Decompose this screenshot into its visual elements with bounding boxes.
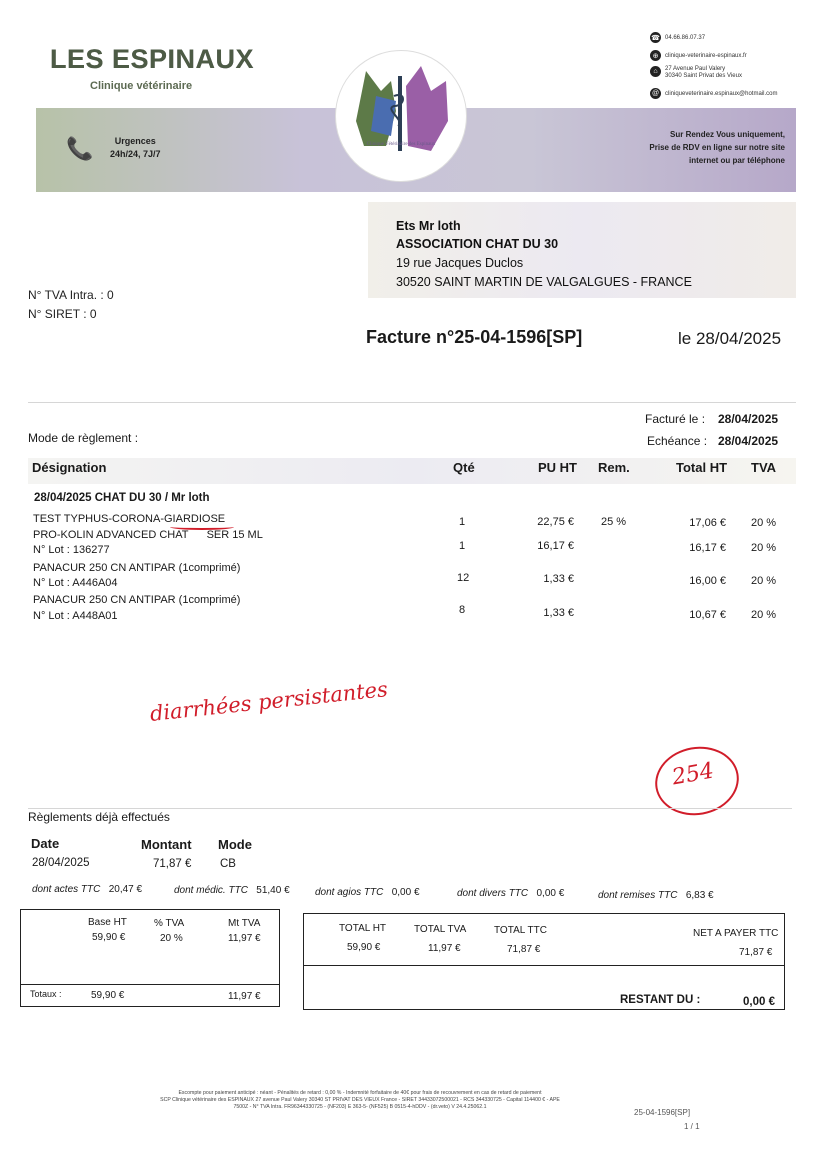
breakdown-actes [32, 884, 142, 895]
totals-ttc: 71,87 € [507, 944, 541, 955]
row3-total: 16,00 € [689, 575, 726, 587]
footer-legal [100, 1090, 620, 1111]
website-text: clinique-veterinaire-espinaux.fr [665, 52, 747, 59]
row3-designation: PANACUR 250 CN ANTIPAR (1comprimé) [33, 562, 241, 574]
breakdown-value: 20,47 € [108, 884, 143, 895]
row2-designation: PRO-KOLIN ADVANCED CHAT SER 15 ML [33, 529, 263, 541]
contact-phone [650, 32, 705, 43]
row3-qte: 12 [457, 572, 470, 584]
breakdown-label: dont divers TTC [457, 888, 529, 899]
row2-tva: 20 % [751, 542, 777, 554]
group-label: 28/04/2025 CHAT DU 30 / Mr loth [34, 492, 210, 504]
row2-total: 16,17 € [689, 542, 726, 554]
vat-h-mt: Mt TVA [228, 918, 261, 929]
recipient-line3: 19 rue Jacques Duclos [396, 256, 524, 270]
vat-box-rule [20, 984, 280, 985]
footer-line2: SCP Clinique vétérinaire des ESPINAUX 27 avenue Paul Valery 30340 ST PRIVAT DES VIEUX France - SIRET 34433072500021 - RCS 344330725 - Capital 114400 € - APE [160, 1097, 560, 1103]
footer-line3: 7500Z - N° TVA Intra. FR96344330725 - (NF203) E 363-5- (NF525) B 0515-4-hDDV - (dr.veto) V 24.4.25062.1 [233, 1104, 487, 1110]
row3-tva: 20 % [751, 575, 777, 587]
breakdown-value: 6,83 € [685, 890, 714, 901]
rdv-line2: Prise de RDV en ligne sur notre site [649, 143, 785, 152]
footer-ref: 25-04-1596[SP] [634, 1108, 691, 1117]
clinic-logo [335, 50, 467, 182]
siret: N° SIRET : 0 [28, 307, 97, 321]
location-icon: ⌂ [650, 66, 661, 77]
row3-lot: N° Lot : A446A04 [33, 577, 118, 589]
col-rem: Rem. [598, 460, 630, 475]
invoice-title: Facture n°25-04-1596[SP] [366, 327, 583, 347]
divider [28, 808, 792, 809]
red-underline [170, 524, 234, 530]
row1-rem: 25 % [601, 516, 627, 528]
totals-net: 71,87 € [739, 947, 773, 958]
row1-designation: TEST TYPHUS-CORONA-GIARDIOSE [33, 513, 226, 525]
rdv-line3: internet ou par téléphone [688, 156, 785, 165]
vat-totaux-base: 59,90 € [91, 990, 125, 1001]
recipient-line4: 30520 SAINT MARTIN DE VALGALGUES - FRANCE [396, 275, 692, 289]
email-text: cliniqueveterinaire.espinaux@hotmail.com [665, 90, 778, 97]
echeance-label: Echéance : [647, 434, 708, 448]
totals-h-ttc: TOTAL TTC [494, 925, 547, 936]
totals-h-net: NET A PAYER TTC [693, 928, 779, 939]
row4-designation: PANACUR 250 CN ANTIPAR (1comprimé) [33, 594, 241, 606]
vat-pct: 20 % [160, 933, 183, 944]
breakdown-label: dont agios TTC [315, 887, 384, 898]
col-designation: Désignation [32, 460, 107, 475]
breakdown-label: dont actes TTC [32, 884, 101, 895]
col-total: Total HT [676, 460, 728, 475]
row1-pu: 22,75 € [537, 516, 574, 528]
rdv-line1: Sur Rendez Vous uniquement, [670, 130, 785, 139]
mode-reglement-label: Mode de règlement : [28, 431, 139, 445]
breakdown-remises [598, 890, 714, 901]
totals-h-ht: TOTAL HT [339, 923, 387, 934]
footer-line1: Escompte pour paiement anticipé : néant - Pénalités de retard : 0,00 % - Indemnité forfaitaire de 40€ pour frais de recouvrement en cas de retard de paiement [178, 1090, 542, 1096]
restant-label: RESTANT DU : [620, 994, 701, 1006]
col-qte: Qté [453, 460, 475, 475]
address-line1: 27 Avenue Paul Valery [665, 66, 726, 72]
vat-totaux-mt: 11,97 € [228, 991, 261, 1002]
row4-lot: N° Lot : A448A01 [33, 610, 118, 622]
recipient-line2: ASSOCIATION CHAT DU 30 [396, 237, 559, 251]
totals-box-rule [303, 965, 785, 966]
contact-address [650, 66, 742, 80]
vat-h-pct: % TVA [154, 918, 185, 929]
row3-pu: 1,33 € [543, 573, 574, 585]
urgences-block [110, 135, 161, 161]
totals-ht: 59,90 € [347, 942, 381, 953]
logo-caption: Clinique Vétérinaire des Espinaux [366, 142, 436, 147]
footer-page: 1 / 1 [684, 1122, 700, 1131]
row1-qte: 1 [459, 516, 466, 528]
phone-icon: ☎ [650, 32, 661, 43]
row2-lot: N° Lot : 136277 [33, 544, 110, 556]
payment-montant: 71,87 € [153, 858, 192, 870]
col-pu: PU HT [538, 460, 577, 475]
phone-text: 04.66.86.07.37 [665, 34, 706, 41]
breakdown-agios [315, 887, 420, 898]
row4-total: 10,67 € [689, 609, 726, 621]
breakdown-divers [457, 888, 564, 899]
recipient-line1: Ets Mr loth [396, 219, 461, 233]
payment-mode: CB [220, 858, 236, 870]
row4-qte: 8 [459, 604, 466, 616]
contact-email [650, 88, 777, 99]
payments-title: Règlements déjà effectués [28, 810, 170, 824]
facture-label: Facturé le : [645, 412, 706, 426]
row1-tva: 20 % [751, 517, 777, 529]
at-icon: @ [651, 90, 660, 97]
contact-website [650, 50, 747, 61]
payment-date: 28/04/2025 [32, 857, 90, 869]
row4-tva: 20 % [751, 609, 777, 621]
vat-h-base: Base HT [88, 917, 127, 928]
rdv-block [575, 128, 785, 167]
divider [28, 402, 796, 403]
phone-ringing-icon: 📞 [66, 136, 94, 161]
clinic-name: LES ESPINAUX [50, 44, 255, 74]
vat-totaux-label: Totaux : [30, 989, 62, 999]
row2-pu: 16,17 € [537, 540, 574, 552]
col-tva: TVA [751, 460, 777, 475]
breakdown-label: dont remises TTC [598, 890, 678, 901]
breakdown-medic [174, 885, 290, 896]
vat-base: 59,90 € [92, 932, 126, 943]
facture-date: 28/04/2025 [718, 412, 779, 426]
globe-icon: ⊕ [650, 50, 661, 61]
handwritten-note: diarrhées persistantes [148, 677, 389, 726]
row4-pu: 1,33 € [543, 607, 574, 619]
breakdown-value: 0,00 € [391, 887, 420, 898]
urgences-hours: 24h/24, 7J/7 [110, 149, 161, 159]
row1-total: 17,06 € [689, 517, 726, 529]
address-line2: 30340 Saint Privat des Vieux [665, 73, 742, 79]
tva-intra: N° TVA Intra. : 0 [28, 288, 114, 302]
animals-logo-icon [336, 51, 466, 181]
urgences-title: Urgences [114, 136, 156, 146]
vat-mt: 11,97 € [228, 933, 261, 944]
restant-value: 0,00 € [743, 996, 775, 1008]
payments-h-montant: Montant [141, 837, 192, 852]
breakdown-value: 0,00 € [536, 888, 565, 899]
clinic-subtitle: Clinique vétérinaire [90, 80, 193, 92]
payments-h-mode: Mode [218, 837, 252, 852]
breakdown-label: dont médic. TTC [174, 885, 248, 896]
payments-h-date: Date [31, 836, 60, 851]
totals-h-tva: TOTAL TVA [414, 924, 467, 935]
row2-qte: 1 [459, 540, 466, 552]
totals-tva: 11,97 € [428, 943, 461, 954]
echeance-date: 28/04/2025 [718, 434, 779, 448]
circled-number: 254 [670, 758, 716, 791]
breakdown-value: 51,40 € [256, 885, 290, 896]
invoice-date: le 28/04/2025 [678, 329, 782, 348]
